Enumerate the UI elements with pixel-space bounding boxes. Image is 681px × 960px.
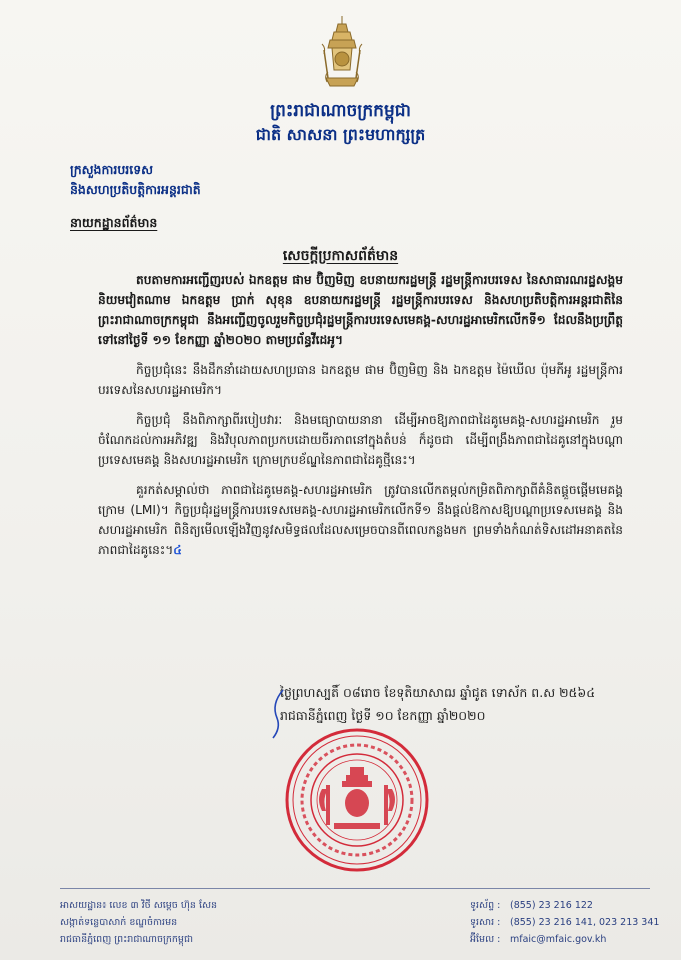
official-seal-icon <box>282 725 432 875</box>
fax-value: (855) 23 216 141, 023 213 341 <box>510 917 660 928</box>
paragraph-1: តបតាមការអញ្ជើញរបស់ ឯកឧត្តម ផាម ប៊ិញមិញ ឧបនាយករដ្ឋមន្ត្រី រដ្ឋមន្ត្រីការបរទេស នៃសាធារណរដ្ឋសង្គមនិយមវៀតណាម ឯកឧត្តម ប្រាក់ សុខុន ឧបនាយករដ្ឋមន្ត្រី រដ្ឋមន្ត្រីការបរទេស និងសហប្រតិបត្តិការអន្តរជាតិនៃព្រះរាជាណាចក្រកម្ពុជា នឹងអញ្ជើញចូលរួមកិច្ចប្រជុំរដ្ឋមន្ត្រីការបរទេសមេគង្គ-សហរដ្ឋអាមេរិកលើកទី១ ដែលនឹងប្រព្រឹត្តទៅនៅថ្ងៃទី ១១ ខែកញ្ញា ឆ្នាំ២០២០ តាមប្រព័ន្ធវីដេអូ។ <box>98 273 623 347</box>
address-line-2: សង្កាត់ទន្លេបាសាក់ ខណ្ឌចំការមន <box>60 917 178 928</box>
phone-value: (855) 23 216 122 <box>510 900 593 911</box>
footer-address <box>60 897 217 948</box>
address-line-3: រាជធានីភ្នំពេញ ព្រះរាជាណាចក្រកម្ពុជា <box>60 934 193 945</box>
email-value: mfaic@mfaic.gov.kh <box>510 934 607 945</box>
paragraph-4-text: គួរកត់សម្គាល់ថា ភាពជាដៃគូមេគង្គ-សហរដ្ឋអាមេរិក ត្រូវបានលើកតម្កល់កម្រិតពិភាក្សាពីគំនិតផ្ដួចផ្ដើមមេគង្គក្រោម (LMI)។ កិច្ចប្រជុំរដ្ឋមន្ត្រីការបរទេសមេគង្គ-សហរដ្ឋអាមេរិកលើកទី១ នឹងផ្ដល់ឱកាសឱ្យបណ្ដាប្រទេសមេគង្គ និងសហរដ្ឋអាមេរិក ពិនិត្យមើលឡើងវិញនូវសមិទ្ធផលដែលសម្រេចបានពីពេលកន្លងមក ព្រមទាំងកំណត់ទិសដៅអនាគតនៃភាពជាដៃគូនេះ។ <box>98 483 623 557</box>
document-title: សេចក្ដីប្រកាសព័ត៌មាន <box>282 248 399 264</box>
email-label: អ៊ីមែល : <box>470 934 501 945</box>
phone-label: ទូរស័ព្ទ : <box>470 900 501 911</box>
fax-label: ទូរសារ : <box>470 917 501 928</box>
paragraph-4 <box>98 480 623 560</box>
kingdom-name: ព្រះរាជាណាចក្រកម្ពុជា <box>270 101 411 121</box>
date-lunar: ថ្ងៃព្រហស្បតិ៍ ០៨រោច ខែទុតិយាសាឍ ឆ្នាំជូត ទោស័ក ព.ស ២៥៦៤ <box>280 685 596 700</box>
date-solar: រាជធានីភ្នំពេញ ថ្ងៃទី ១០ ខែកញ្ញា ឆ្នាំ២០២០ <box>280 708 486 723</box>
end-mark: ៤ <box>173 543 182 557</box>
national-motto: ជាតិ សាសនា ព្រះមហាក្សត្រ <box>255 125 426 144</box>
document-body <box>98 270 623 570</box>
address-line-1: អាសយដ្ឋាន៖ លេខ ៣ វិថី សម្ដេច ហ៊ុន សែន <box>60 900 218 911</box>
ministry-name-line1: ក្រសួងការបរទេស <box>70 162 154 177</box>
footer-divider <box>60 888 650 889</box>
footer-contact <box>470 897 659 948</box>
ministry-name-line2: និងសហប្រតិបត្តិការអន្តរជាតិ <box>70 182 201 197</box>
paragraph-2: កិច្ចប្រជុំនេះ នឹងដឹកនាំដោយសហប្រធាន ឯកឧត្តម ផាម ប៊ិញមិញ និង ឯកឧត្តម ម៉ៃឃើល ប៉ុមភីអូ រដ្ឋមន្ត្រីការបរទេសនៃសហរដ្ឋអាមេរិក។ <box>98 363 623 397</box>
paragraph-3: កិច្ចប្រជុំ នឹងពិភាក្សាពីរបៀបវារៈ និងមធ្យោបាយនានា ដើម្បីអាចឱ្យភាពជាដៃគូមេគង្គ-សហរដ្ឋអាមេរិក រួមចំណែកដល់ការអភិវឌ្ឍ និងវិបុលភាពប្រកបដោយចីរភាពនៅក្នុងតំបន់ ក៏ដូចជា ដើម្បីពង្រឹងភាពជាដៃគូនៅក្នុងបណ្ដាប្រទេសមេគង្គ និងសហរដ្ឋអាមេរិក ក្រោមក្របខ័ណ្ឌនៃភាពជាដៃគូថ្មីនេះ។ <box>98 413 623 467</box>
royal-emblem-icon <box>318 14 366 92</box>
department-name: នាយកដ្ឋានព័ត៌មាន <box>70 215 158 230</box>
